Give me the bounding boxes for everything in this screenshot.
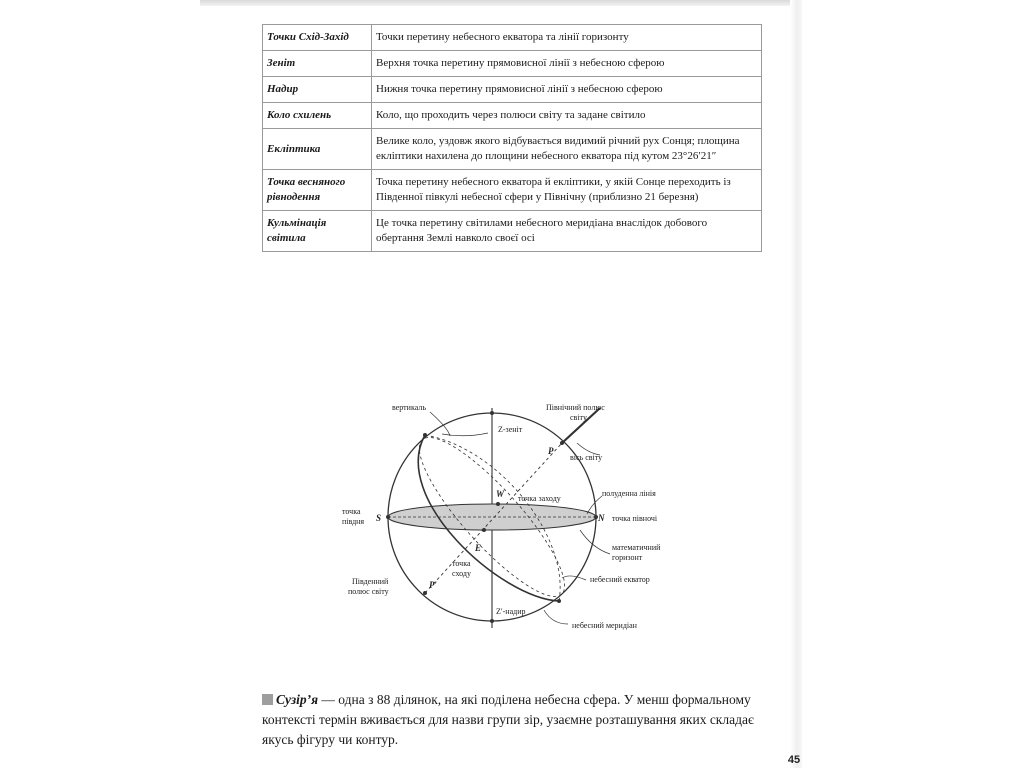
pointer-meridian — [544, 610, 568, 624]
term-cell: Надир — [263, 77, 372, 103]
definition-cell: Коло, що проходить через полюси світу та задане світило — [372, 103, 762, 129]
term-cell: Коло схилень — [263, 103, 372, 129]
label-axis: вісь світу — [570, 453, 603, 462]
label-zenith: Z-зеніт — [498, 425, 523, 434]
label-math-horizon-line1: математичний — [612, 543, 661, 552]
table-row — [263, 51, 762, 77]
table-row — [263, 103, 762, 129]
nadir-point — [490, 619, 494, 623]
north-pole-point — [560, 441, 564, 445]
term-cell: Зеніт — [263, 51, 372, 77]
label-e: E — [475, 543, 482, 553]
label-n: N — [598, 513, 605, 523]
label-sunrise-line2: сходу — [452, 569, 471, 578]
term-cell: Кульмінація світила — [263, 211, 372, 252]
table-row — [263, 25, 762, 51]
label-noon-line: полуденна лінія — [602, 489, 656, 498]
page-edge-shadow — [790, 0, 802, 768]
paragraph-text: — одна з 88 ділянок, на які поділена небесна сфера. У менш формальному контексті термін вживається для назви групи зір, узаємне розташування яких складає якусь фігуру чи контур. — [262, 692, 754, 747]
label-south-pole-line2: полюс світу — [348, 587, 389, 596]
label-p: P — [548, 446, 554, 456]
label-south-point-line1: точка — [342, 507, 361, 516]
east-point — [482, 528, 486, 532]
vertical-bottom-point — [557, 599, 561, 603]
term-cell: Екліптика — [263, 129, 372, 170]
table-row — [263, 211, 762, 252]
label-celestial-equator: небесний екватор — [590, 575, 650, 584]
term-cell: Точки Схід-Захід — [263, 25, 372, 51]
label-vertical: вертикаль — [392, 403, 426, 412]
label-p-prime: P′ — [429, 580, 438, 590]
label-nadir: Z′-надир — [496, 607, 526, 616]
vertical-top-point — [423, 433, 427, 437]
south-point — [386, 515, 390, 519]
definition-cell: Це точка перетину світилами небесного меридіана внаслідок добового обертання Землі навколо своєї осі — [372, 211, 762, 252]
label-meridian: небесний меридіан — [572, 621, 637, 630]
celestial-sphere-diagram — [330, 388, 700, 638]
table-row — [263, 170, 762, 211]
label-north-pole-line2: світу — [570, 413, 587, 422]
label-south-pole-line1: Південний — [352, 577, 389, 586]
terms-table — [262, 24, 762, 252]
term-cell: Точка весняного рівнодення — [263, 170, 372, 211]
table-row — [263, 129, 762, 170]
constellation-paragraph — [262, 690, 772, 750]
label-north-point: точка півночі — [612, 514, 658, 523]
label-north-pole-line1: Північний полюс — [546, 403, 605, 412]
label-sunset: точка заходу — [518, 494, 561, 503]
label-sunrise-line1: точка — [452, 559, 471, 568]
definition-cell: Нижня точка перетину прямовисної лінії з небесною сферою — [372, 77, 762, 103]
table-row — [263, 77, 762, 103]
definition-cell: Точки перетину небесного екватора та лінії горизонту — [372, 25, 762, 51]
label-w: W — [496, 489, 505, 499]
terms-table-body — [263, 25, 762, 252]
definition-cell: Велике коло, уздовж якого відбувається видимий річний рух Сонця; площина екліптики нахилена до площини небесного екватора під кутом 23°26′21″ — [372, 129, 762, 170]
label-s: S — [376, 513, 382, 523]
west-point — [496, 502, 500, 506]
pointer-equator — [562, 576, 586, 580]
definition-cell: Верхня точка перетину прямовисної лінії з небесною сферою — [372, 51, 762, 77]
south-pole-point — [423, 591, 427, 595]
paragraph-term: Сузір’я — [276, 692, 319, 707]
zenith-point — [490, 411, 494, 415]
bullet-square-icon — [262, 694, 273, 705]
definition-cell: Точка перетину небесного екватора й екліптики, у якій Сонце переходить із Південної півкулі небесної сфери у Північну (приблизно 21 березня) — [372, 170, 762, 211]
pointer-vertical — [430, 412, 450, 436]
label-south-point-line2: півдня — [342, 517, 365, 526]
page-top-shadow — [200, 0, 800, 6]
label-math-horizon-line2: горизонт — [612, 553, 643, 562]
page-number: 45 — [787, 754, 801, 766]
